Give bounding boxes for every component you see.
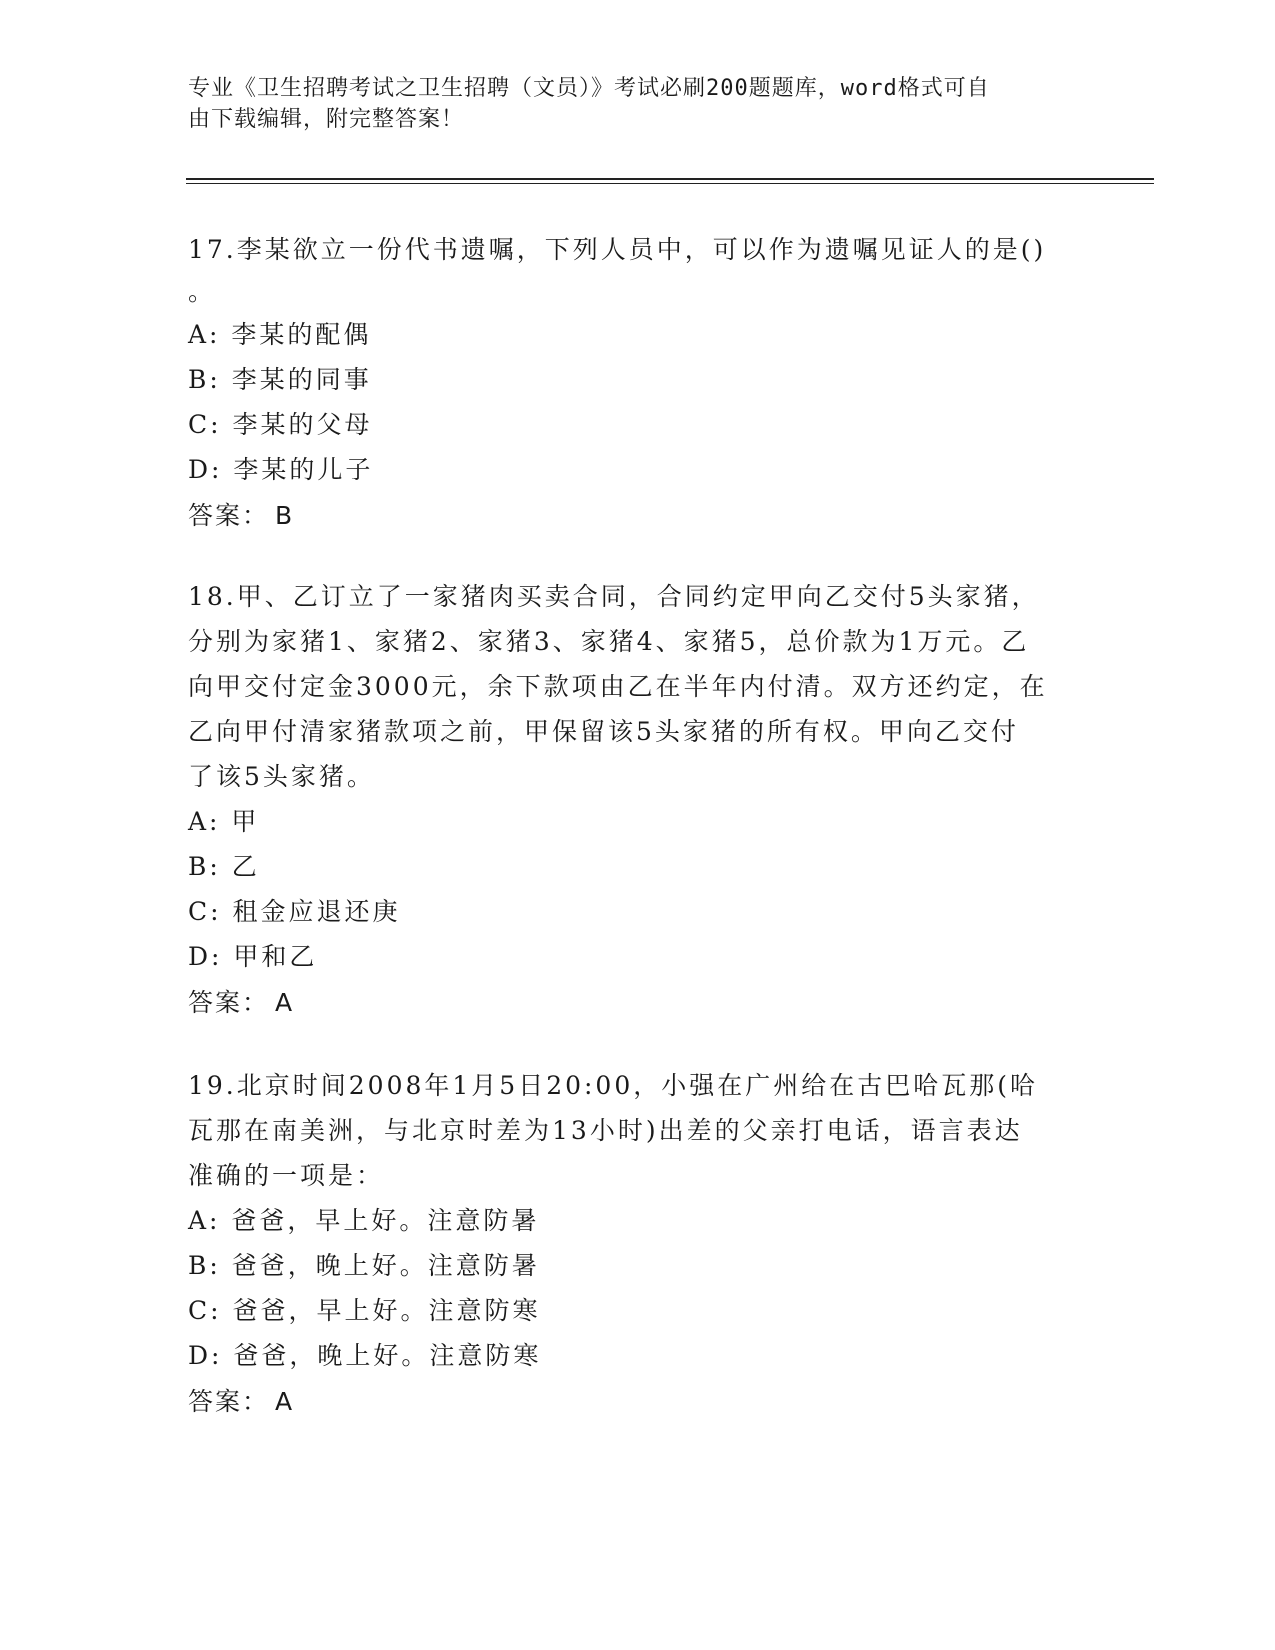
header-divider-thin xyxy=(186,183,1154,184)
question-17 xyxy=(188,227,1088,538)
question-stem-line: 向甲交付定金3000元，余下款项由乙在半年内付清。双方还约定，在 xyxy=(188,672,1048,701)
answer-label: 答案 xyxy=(188,501,243,530)
answer-label: 答案 xyxy=(188,1387,243,1416)
question-stem-line: 分别为家猪1、家猪2、家猪3、家猪4、家猪5，总价款为1万元。乙 xyxy=(188,627,1030,656)
option-a: A: 爸爸，早上好。注意防暑 xyxy=(188,1206,540,1235)
question-19 xyxy=(188,1063,1088,1424)
question-stem-line: 了该5头家猪。 xyxy=(188,762,375,791)
header-line-1: 专业《卫生招聘考试之卫生招聘（文员）》考试必刷200题题库，word格式可自 xyxy=(188,76,990,101)
question-stem-line: 17.李某欲立一份代书遗嘱，下列人员中，可以作为遗嘱见证人的是() xyxy=(188,235,1047,264)
option-a: A: 李某的配偶 xyxy=(188,320,372,349)
question-stem-line: 19.北京时间2008年1月5日20:00，小强在广州给在古巴哈瓦那(哈 xyxy=(188,1071,1038,1100)
question-stem-line: 准确的一项是： xyxy=(188,1161,385,1190)
question-stem-line: 18.甲、乙订立了一家猪肉买卖合同，合同约定甲向乙交付5头家猪， xyxy=(188,582,1040,611)
question-stem-line: 瓦那在南美洲，与北京时差为13小时)出差的父亲打电话，语言表达 xyxy=(188,1116,1023,1145)
answer-label: 答案 xyxy=(188,988,243,1017)
option-b: B: 爸爸，晚上好。注意防暑 xyxy=(188,1251,540,1280)
header-line-2: 由下载编辑，附完整答案！ xyxy=(188,107,465,132)
answer-line: 答案： A xyxy=(188,988,295,1017)
answer-line: 答案： A xyxy=(188,1387,295,1416)
option-b: B: 李某的同事 xyxy=(188,365,372,394)
option-c: C: 李某的父母 xyxy=(188,410,373,439)
option-d: D: 爸爸，晚上好。注意防寒 xyxy=(188,1341,542,1370)
answer-value: B xyxy=(275,501,295,530)
option-c: C: 爸爸，早上好。注意防寒 xyxy=(188,1296,541,1325)
answer-value: A xyxy=(275,1387,295,1416)
option-d: D: 甲和乙 xyxy=(188,942,318,971)
option-b: B: 乙 xyxy=(188,852,260,881)
header-divider-thick xyxy=(186,178,1154,180)
option-c: C: 租金应退还庚 xyxy=(188,897,401,926)
answer-line: 答案： B xyxy=(188,501,295,530)
option-d: D: 李某的儿子 xyxy=(188,455,374,484)
document-header xyxy=(188,73,1088,135)
question-18 xyxy=(188,574,1088,1025)
option-a: A: 甲 xyxy=(188,807,260,836)
question-stem-line: 乙向甲付清家猪款项之前，甲保留该5头家猪的所有权。甲向乙交付 xyxy=(188,717,1019,746)
answer-value: A xyxy=(275,988,295,1017)
question-stem-line: 。 xyxy=(188,277,217,306)
